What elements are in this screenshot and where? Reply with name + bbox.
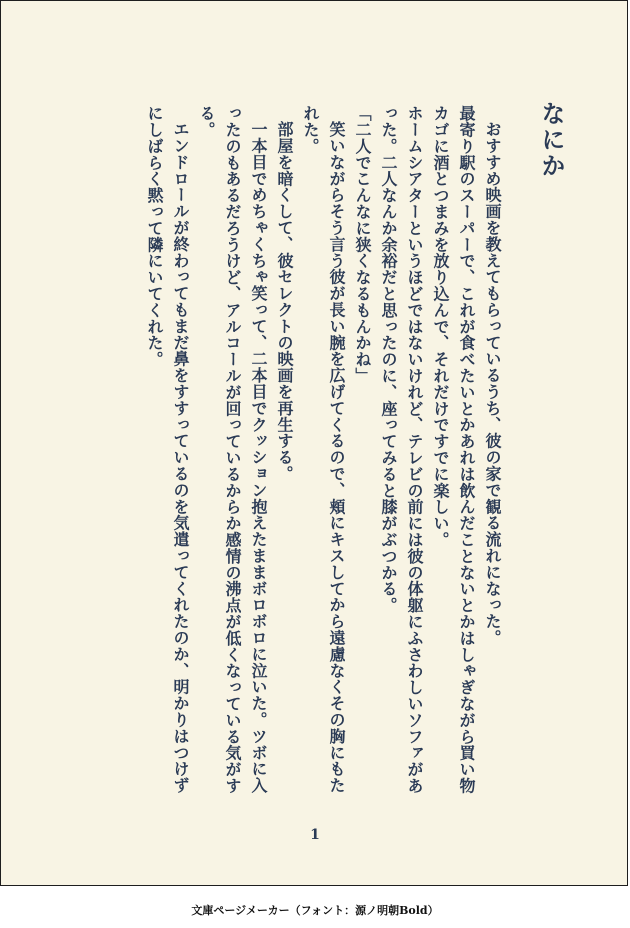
paragraph: 部屋を暗くして、彼セレクトの映画を再生する。 [275, 121, 294, 482]
page-number: 1 [310, 827, 320, 843]
page-title: なにか [537, 101, 566, 179]
footer-credit: 文庫ページメーカー（フォント：源ノ明朝Bold） [191, 904, 439, 917]
paragraph: 一本目でめちゃくちゃ笑って、二本目でクッション抱えたままボロボロに泣いた。ツボに入ったのもあるだろうけど、アルコールが回っているからか感情の沸点が低くなっている気がする。 [197, 105, 268, 794]
vertical-text-body [141, 101, 566, 801]
paragraph: ホームシアターというほどではないけれど、テレビの前には彼の体躯にふさわしいソファがあった。二人なんか余裕だと思ったのに、座ってみると膝がぶつかる。 [379, 105, 424, 794]
dialogue-line: 「二人でこんなに狭くなるもんかね」 [353, 105, 372, 384]
paragraph: 笑いながらそう言う彼が長い腕を広げてくるので、頬にキスしてから遠慮なくその胸にもたれた。 [301, 105, 346, 794]
paragraph: おすすめ映画を教えてもらっているうち、彼の家で観る流れになった。 [483, 121, 502, 646]
paragraph: エンドロールが終わってもまだ鼻をすすっているのを気遣ってくれたのか、明かりはつけずにしばらく黙って隣にいてくれた。 [145, 105, 190, 794]
paragraph: 最寄り駅のスーパーで、これが食べたいとかあれは飲んだことないとかはしゃぎながら買い物カゴに酒とつまみを放り込んで、それだけですでに楽しい。 [431, 105, 476, 794]
